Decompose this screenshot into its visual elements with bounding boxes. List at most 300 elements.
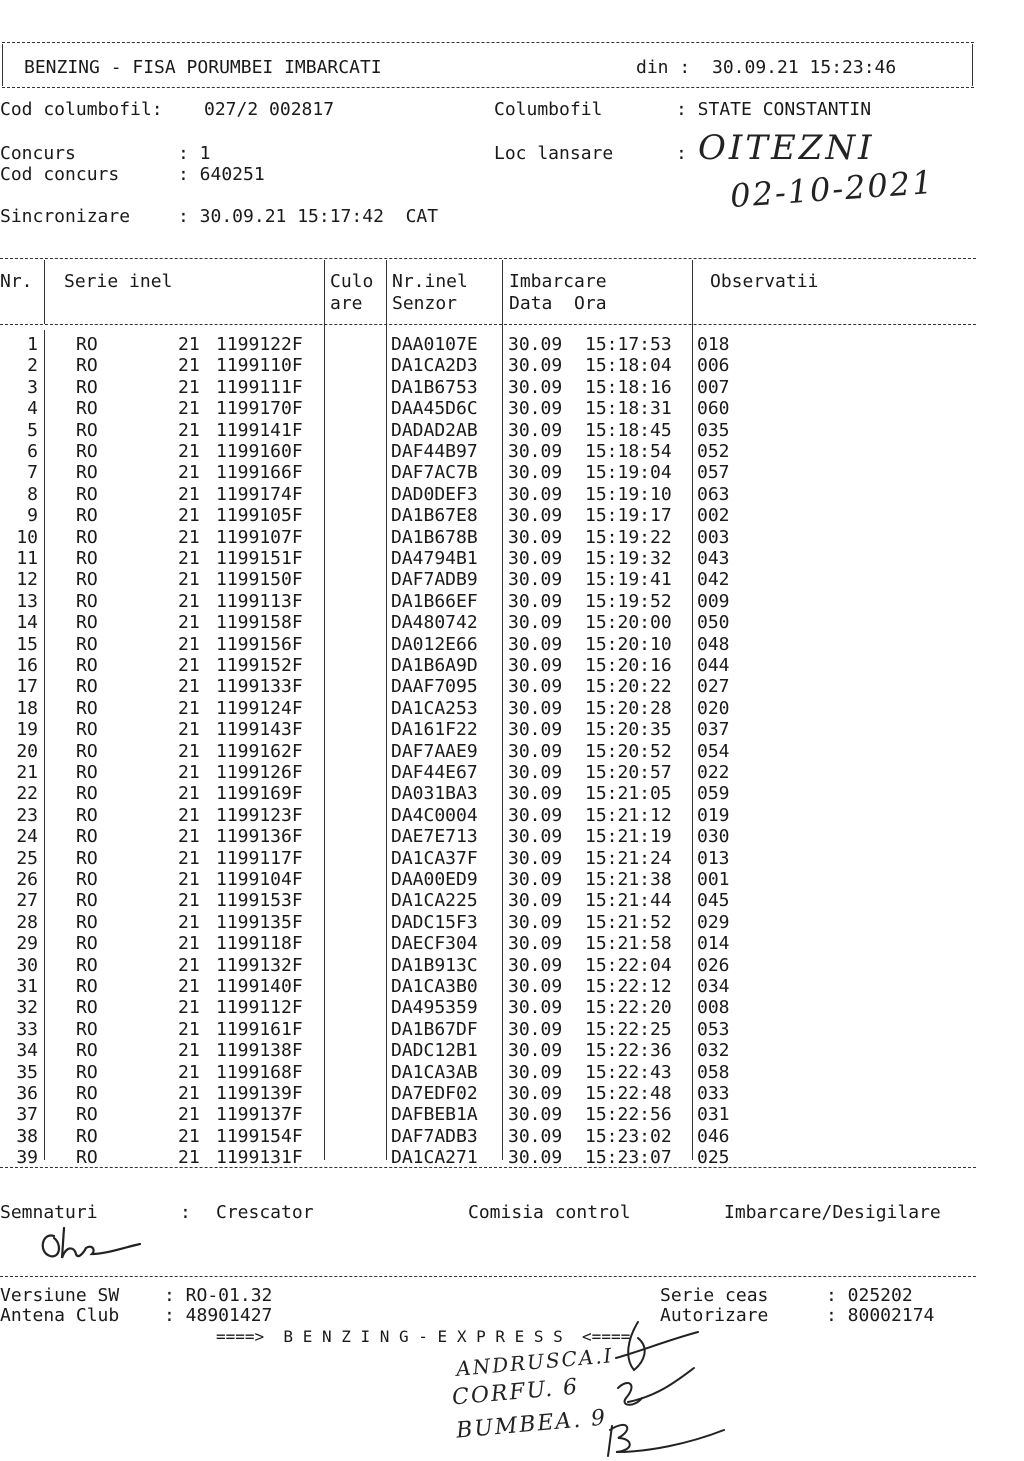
row-number: 1 (27, 334, 38, 355)
row-year: 21 (178, 633, 200, 655)
row-year: 21 (178, 462, 200, 484)
table-row (0, 591, 1000, 612)
row-time: 15:18:31 (585, 398, 672, 420)
row-time: 15:21:44 (585, 890, 672, 912)
row-number: 25 (16, 847, 38, 869)
row-ring-number: 1199140F (216, 976, 303, 997)
row-date: 30.09 (508, 633, 563, 655)
row-ring-number: 1199104F (216, 869, 303, 890)
row-date: 30.09 (508, 783, 563, 805)
col-header-nrinel: Nr.inel (392, 271, 468, 292)
commission-signatures (598, 1318, 738, 1460)
row-observation: 048 (697, 633, 730, 655)
row-ring-number: 1199143F (216, 719, 303, 741)
row-year: 21 (178, 954, 200, 976)
row-country: RO (76, 655, 98, 676)
row-observation: 009 (697, 590, 730, 612)
concurs-label: Concurs (0, 143, 76, 164)
row-year: 21 (178, 548, 200, 569)
row-observation: 014 (697, 933, 730, 955)
row-time: 15:22:25 (585, 1018, 672, 1040)
row-year: 21 (178, 804, 200, 826)
row-date: 30.09 (508, 762, 563, 783)
row-sensor-id: DA1CA37F (391, 847, 478, 869)
row-number: 18 (16, 697, 38, 719)
footer-separator (0, 1276, 976, 1277)
row-time: 15:20:28 (585, 697, 672, 719)
table-row (0, 1062, 1000, 1083)
sincronizare-value: : 30.09.21 15:17:42 CAT (178, 206, 439, 227)
loc-lansare-handwritten: OITEZNI (698, 128, 875, 168)
row-number: 33 (16, 1018, 38, 1040)
row-observation: 032 (697, 1040, 730, 1062)
row-ring-number: 1199112F (216, 997, 303, 1019)
commission-member-1: ANDRUSCA.I (455, 1343, 615, 1381)
row-observation: 033 (697, 1083, 730, 1104)
row-date: 30.09 (508, 933, 563, 955)
row-country: RO (76, 548, 98, 569)
table-row (0, 484, 1000, 505)
row-ring-number: 1199137F (216, 1104, 303, 1126)
cod-concurs-label: Cod concurs (0, 164, 120, 185)
row-date: 30.09 (508, 441, 563, 462)
row-observation: 058 (697, 1061, 730, 1083)
row-ring-number: 1199138F (216, 1040, 303, 1062)
row-observation: 007 (697, 376, 730, 398)
row-time: 15:20:52 (585, 740, 672, 762)
row-time: 15:21:05 (585, 783, 672, 805)
row-sensor-id: DAA00ED9 (391, 869, 478, 890)
table-header-separator (0, 324, 976, 325)
row-year: 21 (178, 398, 200, 420)
divider-nr-head (44, 260, 45, 324)
row-country: RO (76, 933, 98, 955)
row-sensor-id: DAF7ADB3 (391, 1125, 478, 1147)
row-sensor-id: DA1B678B (391, 526, 478, 548)
date-handwritten: 02-10-2021 (728, 162, 936, 216)
loc-lansare-label: Loc lansare (494, 143, 614, 164)
row-sensor-id: DA1CA271 (391, 1147, 478, 1169)
row-date: 30.09 (508, 1104, 563, 1126)
table-row (0, 997, 1000, 1018)
row-time: 15:22:43 (585, 1061, 672, 1083)
row-ring-number: 1199160F (216, 441, 303, 462)
row-country: RO (76, 590, 98, 612)
cod-concurs-value: : 640251 (178, 164, 265, 185)
row-country: RO (76, 419, 98, 441)
row-sensor-id: DAF7ADB9 (391, 569, 478, 591)
row-sensor-id: DADC15F3 (391, 911, 478, 933)
row-number: 24 (16, 826, 38, 848)
row-date: 30.09 (508, 526, 563, 548)
row-sensor-id: DA1B6A9D (391, 655, 478, 676)
row-country: RO (76, 334, 98, 355)
row-country: RO (76, 719, 98, 741)
table-row (0, 1104, 1000, 1125)
row-ring-number: 1199131F (216, 1147, 303, 1169)
row-observation: 042 (697, 569, 730, 591)
row-time: 15:20:00 (585, 612, 672, 634)
row-country: RO (76, 676, 98, 698)
row-number: 31 (16, 976, 38, 997)
row-time: 15:21:12 (585, 804, 672, 826)
row-sensor-id: DA4794B1 (391, 548, 478, 569)
table-row (0, 698, 1000, 719)
row-ring-number: 1199156F (216, 633, 303, 655)
row-ring-number: 1199166F (216, 462, 303, 484)
row-number: 16 (16, 655, 38, 676)
row-observation: 026 (697, 954, 730, 976)
row-number: 7 (27, 462, 38, 484)
loc-lansare-colon: : (676, 143, 687, 164)
table-row (0, 334, 1000, 355)
col-header-are: are (330, 293, 363, 314)
table-row (0, 1083, 1000, 1104)
row-number: 23 (16, 804, 38, 826)
row-country: RO (76, 612, 98, 634)
row-date: 30.09 (508, 697, 563, 719)
row-number: 38 (16, 1125, 38, 1147)
table-row (0, 505, 1000, 526)
row-number: 4 (27, 398, 38, 420)
row-sensor-id: DA1CA2D3 (391, 355, 478, 377)
table-row (0, 420, 1000, 441)
columbofil-value: : STATE CONSTANTIN (676, 99, 872, 120)
row-time: 15:22:20 (585, 997, 672, 1019)
row-year: 21 (178, 1040, 200, 1062)
row-number: 36 (16, 1083, 38, 1104)
row-time: 15:19:52 (585, 590, 672, 612)
row-date: 30.09 (508, 954, 563, 976)
row-country: RO (76, 697, 98, 719)
row-observation: 006 (697, 355, 730, 377)
row-number: 29 (16, 933, 38, 955)
table-row (0, 612, 1000, 633)
row-observation: 019 (697, 804, 730, 826)
row-ring-number: 1199153F (216, 890, 303, 912)
row-year: 21 (178, 441, 200, 462)
versiune-sw-value: : RO-01.32 (164, 1285, 273, 1306)
row-date: 30.09 (508, 334, 563, 355)
serie-ceas-label: Serie ceas (660, 1285, 769, 1306)
row-year: 21 (178, 1061, 200, 1083)
row-ring-number: 1199111F (216, 376, 303, 398)
table-row (0, 890, 1000, 911)
row-year: 21 (178, 505, 200, 527)
row-date: 30.09 (508, 1083, 563, 1104)
row-observation: 046 (697, 1125, 730, 1147)
row-number: 11 (16, 548, 38, 569)
row-observation: 013 (697, 847, 730, 869)
table-row (0, 1019, 1000, 1040)
row-country: RO (76, 1104, 98, 1126)
row-year: 21 (178, 334, 200, 355)
row-observation: 022 (697, 762, 730, 783)
row-country: RO (76, 954, 98, 976)
row-country: RO (76, 911, 98, 933)
row-number: 6 (27, 441, 38, 462)
crescator-signature (36, 1222, 146, 1268)
row-observation: 050 (697, 612, 730, 634)
row-year: 21 (178, 697, 200, 719)
row-ring-number: 1199141F (216, 419, 303, 441)
row-time: 15:17:53 (585, 334, 672, 355)
row-country: RO (76, 804, 98, 826)
row-date: 30.09 (508, 548, 563, 569)
row-sensor-id: DAAF7095 (391, 676, 478, 698)
row-year: 21 (178, 933, 200, 955)
row-date: 30.09 (508, 569, 563, 591)
row-observation: 035 (697, 419, 730, 441)
table-bottom-border (0, 1167, 976, 1168)
table-row (0, 569, 1000, 590)
table-row (0, 398, 1000, 419)
row-sensor-id: DA1B6753 (391, 376, 478, 398)
row-observation: 044 (697, 655, 730, 676)
table-row (0, 762, 1000, 783)
row-ring-number: 1199105F (216, 505, 303, 527)
row-time: 15:20:16 (585, 655, 672, 676)
cod-columbofil-label: Cod columbofil: (0, 99, 163, 120)
row-observation: 027 (697, 676, 730, 698)
row-ring-number: 1199113F (216, 590, 303, 612)
row-number: 10 (16, 526, 38, 548)
table-row (0, 719, 1000, 740)
row-date: 30.09 (508, 826, 563, 848)
row-sensor-id: DAA45D6C (391, 398, 478, 420)
row-sensor-id: DA1CA225 (391, 890, 478, 912)
row-sensor-id: DA7EDF02 (391, 1083, 478, 1104)
row-date: 30.09 (508, 719, 563, 741)
row-sensor-id: DAF7AAE9 (391, 740, 478, 762)
row-time: 15:20:10 (585, 633, 672, 655)
table-row (0, 377, 1000, 398)
versiune-sw-label: Versiune SW (0, 1285, 120, 1306)
row-ring-number: 1199152F (216, 655, 303, 676)
row-country: RO (76, 847, 98, 869)
row-number: 12 (16, 569, 38, 591)
header-left-border (2, 44, 3, 86)
col-header-observatii: Observatii (710, 271, 819, 292)
table-row (0, 548, 1000, 569)
row-sensor-id: DA1B913C (391, 954, 478, 976)
row-country: RO (76, 1083, 98, 1104)
row-number: 20 (16, 740, 38, 762)
row-number: 26 (16, 869, 38, 890)
row-country: RO (76, 890, 98, 912)
row-number: 21 (16, 762, 38, 783)
row-sensor-id: DAD0DEF3 (391, 483, 478, 505)
row-time: 15:21:38 (585, 869, 672, 890)
row-country: RO (76, 783, 98, 805)
table-row (0, 826, 1000, 847)
row-year: 21 (178, 997, 200, 1019)
row-ring-number: 1199122F (216, 334, 303, 355)
row-time: 15:20:57 (585, 762, 672, 783)
table-row (0, 1126, 1000, 1147)
row-date: 30.09 (508, 1125, 563, 1147)
row-sensor-id: DAF44B97 (391, 441, 478, 462)
row-ring-number: 1199174F (216, 483, 303, 505)
row-sensor-id: DA012E66 (391, 633, 478, 655)
row-country: RO (76, 355, 98, 377)
row-observation: 034 (697, 976, 730, 997)
row-country: RO (76, 1125, 98, 1147)
row-observation: 063 (697, 483, 730, 505)
row-country: RO (76, 505, 98, 527)
row-observation: 059 (697, 783, 730, 805)
row-number: 19 (16, 719, 38, 741)
row-observation: 053 (697, 1018, 730, 1040)
row-year: 21 (178, 976, 200, 997)
row-year: 21 (178, 869, 200, 890)
row-ring-number: 1199151F (216, 548, 303, 569)
row-number: 3 (27, 376, 38, 398)
row-sensor-id: DA1B66EF (391, 590, 478, 612)
table-row (0, 933, 1000, 954)
row-date: 30.09 (508, 590, 563, 612)
row-number: 2 (27, 355, 38, 377)
concurs-value: : 1 (178, 143, 211, 164)
table-row (0, 869, 1000, 890)
row-observation: 003 (697, 526, 730, 548)
row-country: RO (76, 483, 98, 505)
row-number: 17 (16, 676, 38, 698)
row-ring-number: 1199132F (216, 954, 303, 976)
row-observation: 029 (697, 911, 730, 933)
row-time: 15:23:07 (585, 1147, 672, 1169)
row-ring-number: 1199107F (216, 526, 303, 548)
row-ring-number: 1199123F (216, 804, 303, 826)
row-year: 21 (178, 762, 200, 783)
row-year: 21 (178, 1018, 200, 1040)
row-date: 30.09 (508, 376, 563, 398)
table-row (0, 527, 1000, 548)
table-row (0, 741, 1000, 762)
row-sensor-id: DA161F22 (391, 719, 478, 741)
row-time: 15:21:52 (585, 911, 672, 933)
row-year: 21 (178, 612, 200, 634)
row-country: RO (76, 1147, 98, 1169)
row-time: 15:19:41 (585, 569, 672, 591)
row-year: 21 (178, 355, 200, 377)
col-header-data-ora: Data Ora (509, 293, 607, 314)
row-year: 21 (178, 890, 200, 912)
benzing-express-banner: ====> B E N Z I N G - E X P R E S S <==== (216, 1327, 631, 1346)
row-year: 21 (178, 526, 200, 548)
row-country: RO (76, 633, 98, 655)
row-date: 30.09 (508, 676, 563, 698)
col-header-senzor: Senzor (392, 293, 458, 314)
antena-club-label: Antena Club (0, 1305, 120, 1326)
row-year: 21 (178, 783, 200, 805)
row-year: 21 (178, 1083, 200, 1104)
row-date: 30.09 (508, 355, 563, 377)
row-ring-number: 1199162F (216, 740, 303, 762)
row-observation: 057 (697, 462, 730, 484)
table-row (0, 955, 1000, 976)
serie-ceas-value: : 025202 (826, 1285, 913, 1306)
row-date: 30.09 (508, 890, 563, 912)
row-observation: 002 (697, 505, 730, 527)
row-sensor-id: DAE7E713 (391, 826, 478, 848)
row-year: 21 (178, 419, 200, 441)
row-number: 22 (16, 783, 38, 805)
row-country: RO (76, 826, 98, 848)
row-time: 15:21:58 (585, 933, 672, 955)
row-ring-number: 1199158F (216, 612, 303, 634)
autorizare-label: Autorizare (660, 1305, 769, 1326)
table-row (0, 676, 1000, 697)
row-sensor-id: DAFBEB1A (391, 1104, 478, 1126)
row-number: 8 (27, 483, 38, 505)
col-header-nr: Nr. (0, 271, 33, 292)
header-top-border (2, 42, 974, 43)
row-observation: 008 (697, 997, 730, 1019)
row-year: 21 (178, 1125, 200, 1147)
row-time: 15:22:36 (585, 1040, 672, 1062)
row-date: 30.09 (508, 869, 563, 890)
row-sensor-id: DA031BA3 (391, 783, 478, 805)
row-year: 21 (178, 655, 200, 676)
row-time: 15:22:04 (585, 954, 672, 976)
row-number: 28 (16, 911, 38, 933)
row-sensor-id: DA1CA3AB (391, 1061, 478, 1083)
header-bottom-border (2, 87, 974, 88)
row-number: 37 (16, 1104, 38, 1126)
row-time: 15:22:48 (585, 1083, 672, 1104)
col-header-culo: Culo (330, 271, 374, 292)
row-date: 30.09 (508, 483, 563, 505)
cod-columbofil-value: 027/2 002817 (204, 99, 335, 120)
row-number: 34 (16, 1040, 38, 1062)
row-number: 30 (16, 954, 38, 976)
table-row (0, 1147, 1000, 1168)
table-row (0, 848, 1000, 869)
antena-club-value: : 48901427 (164, 1305, 273, 1326)
table-row (0, 1040, 1000, 1061)
row-time: 15:18:04 (585, 355, 672, 377)
row-time: 15:19:22 (585, 526, 672, 548)
row-country: RO (76, 462, 98, 484)
col-header-imbarcare: Imbarcare (509, 271, 607, 292)
row-time: 15:20:35 (585, 719, 672, 741)
row-observation: 054 (697, 740, 730, 762)
row-time: 15:19:04 (585, 462, 672, 484)
row-observation: 031 (697, 1104, 730, 1126)
report-date-label: din : (636, 57, 691, 78)
row-year: 21 (178, 1147, 200, 1169)
row-country: RO (76, 869, 98, 890)
row-year: 21 (178, 1104, 200, 1126)
row-sensor-id: DA495359 (391, 997, 478, 1019)
row-date: 30.09 (508, 976, 563, 997)
row-date: 30.09 (508, 655, 563, 676)
row-ring-number: 1199126F (216, 762, 303, 783)
row-time: 15:21:24 (585, 847, 672, 869)
row-time: 15:18:54 (585, 441, 672, 462)
row-year: 21 (178, 847, 200, 869)
row-ring-number: 1199117F (216, 847, 303, 869)
row-sensor-id: DAA0107E (391, 334, 478, 355)
row-date: 30.09 (508, 505, 563, 527)
table-top-border (0, 258, 976, 259)
row-time: 15:20:22 (585, 676, 672, 698)
comisia-control-label: Comisia control (468, 1202, 631, 1223)
row-number: 9 (27, 505, 38, 527)
row-ring-number: 1199136F (216, 826, 303, 848)
row-sensor-id: DA1B67DF (391, 1018, 478, 1040)
